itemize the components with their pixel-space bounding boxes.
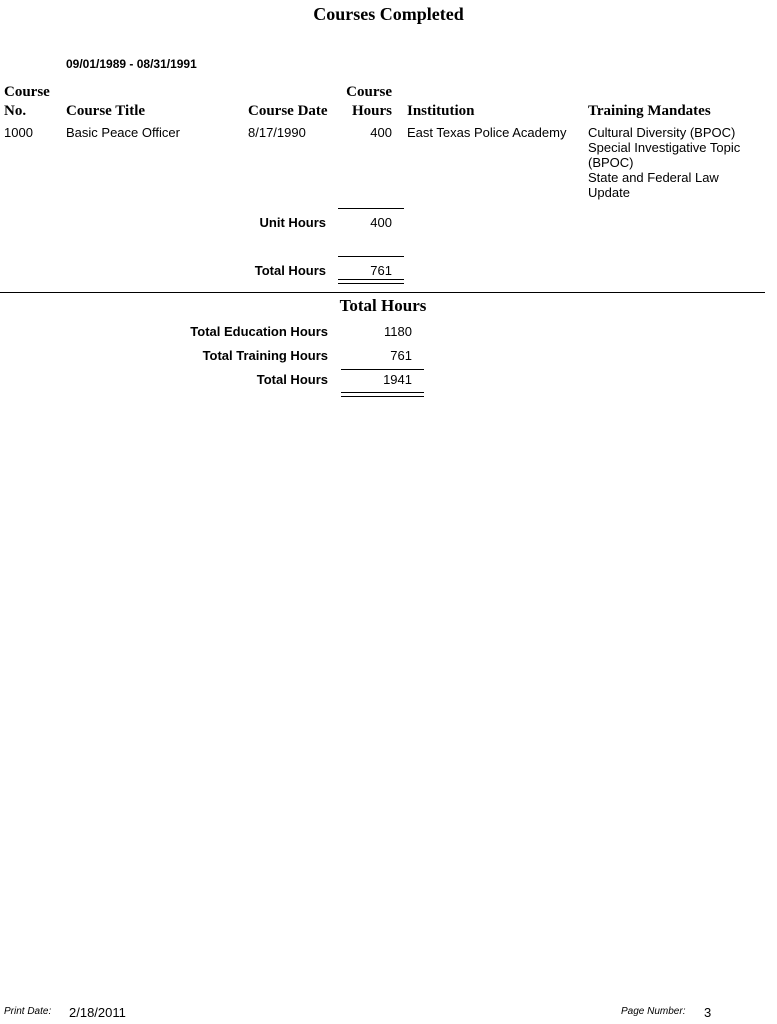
section-divider	[0, 292, 765, 293]
total-training-hours-value: 761	[390, 348, 412, 363]
unit-total-double-rule	[338, 279, 404, 284]
col-header-course-date: Course Date	[248, 103, 328, 119]
page-number-value: 3	[704, 1005, 712, 1020]
grand-total-rule	[341, 369, 424, 370]
unit-total-hours-value: 761	[370, 263, 392, 278]
grand-total-double-rule	[341, 392, 424, 397]
unit-hours-value: 400	[370, 215, 392, 230]
report-period: 09/01/1989 - 08/31/1991	[66, 57, 197, 71]
grand-totals-heading: Total Hours	[339, 296, 427, 315]
total-training-hours-label: Total Training Hours	[202, 348, 328, 363]
course-hours-cell: 400	[370, 125, 392, 140]
print-date-value: 2/18/2011	[69, 1005, 126, 1020]
unit-total-hours-label: Total Hours	[254, 263, 326, 278]
unit-hours-rule	[338, 208, 404, 209]
report-title: Courses Completed	[313, 4, 464, 24]
mandate-line: Special Investigative Topic	[588, 140, 741, 155]
col-header-course-no-line2: No.	[4, 103, 27, 119]
col-header-course-hours	[330, 83, 392, 121]
page-number-label: Page Number:	[621, 1006, 686, 1017]
course-date-cell: 8/17/1990	[248, 125, 306, 140]
col-header-course-title: Course Title	[66, 103, 146, 119]
grand-total-hours-label: Total Hours	[256, 372, 328, 387]
course-no-cell: 1000	[4, 125, 33, 140]
total-hours-rule	[338, 256, 404, 257]
col-header-course-no-line1: Course	[4, 84, 50, 100]
col-header-course-hours-line2: Hours	[351, 103, 392, 119]
course-title-cell: Basic Peace Officer	[66, 125, 180, 140]
col-header-institution: Institution	[407, 103, 475, 119]
col-header-course-no	[4, 83, 50, 121]
col-header-course-hours-line1: Course	[346, 84, 392, 100]
grand-total-hours-value: 1941	[383, 372, 412, 387]
col-header-training-mandates: Training Mandates	[588, 103, 711, 119]
total-education-hours-label: Total Education Hours	[190, 324, 328, 339]
unit-hours-label: Unit Hours	[259, 215, 326, 230]
mandate-line: Cultural Diversity (BPOC)	[588, 125, 736, 140]
mandate-line: State and Federal Law	[588, 170, 719, 185]
mandate-line: Update	[588, 185, 630, 200]
total-education-hours-value: 1180	[384, 324, 412, 339]
training-mandates-cell	[588, 125, 740, 200]
print-date-label: Print Date:	[4, 1006, 52, 1017]
mandate-line: (BPOC)	[588, 155, 634, 170]
institution-cell: East Texas Police Academy	[407, 125, 567, 140]
